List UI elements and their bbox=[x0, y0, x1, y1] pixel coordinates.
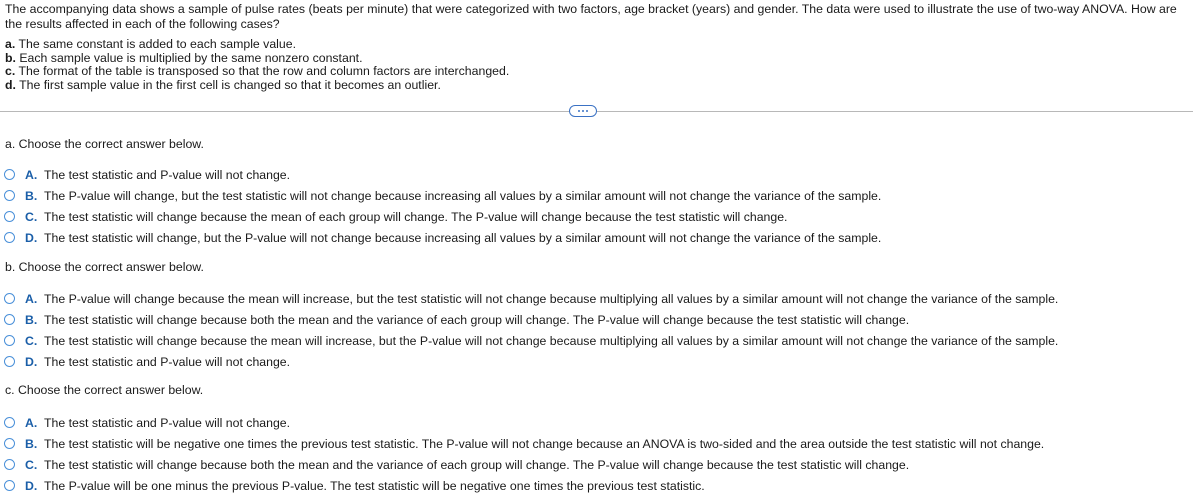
option-text: The test statistic and P-value will not change. bbox=[44, 354, 291, 369]
radio-button[interactable] bbox=[4, 293, 15, 304]
option-letter: D. bbox=[25, 478, 38, 493]
case-letter: a. bbox=[5, 37, 16, 51]
part-b-option-d[interactable] bbox=[4, 353, 290, 370]
case-list bbox=[5, 38, 509, 92]
part-c-option-d[interactable] bbox=[4, 477, 705, 494]
part-a-option-c[interactable] bbox=[4, 208, 787, 225]
radio-button[interactable] bbox=[4, 190, 15, 201]
ellipsis-icon bbox=[586, 110, 588, 112]
case-letter: d. bbox=[5, 77, 16, 92]
case-letter: b. bbox=[5, 50, 16, 65]
option-letter: A. bbox=[25, 167, 38, 182]
case-text: Each sample value is multiplied by the same nonzero constant. bbox=[19, 50, 363, 65]
part-a-option-a[interactable] bbox=[4, 166, 290, 183]
case-text: The format of the table is transposed so that the row and column factors are interchanged. bbox=[18, 64, 510, 78]
option-text: The P-value will change because the mean will increase, but the test statistic will not change because multiplying all values by a similar amount will not change the variance of the sample. bbox=[44, 291, 1059, 306]
radio-button[interactable] bbox=[4, 232, 15, 243]
option-text: The P-value will change, but the test statistic will not change because increasing all values by a similar amount will not change the variance of the sample. bbox=[44, 188, 882, 203]
option-letter: B. bbox=[25, 436, 38, 451]
part-c-option-b[interactable] bbox=[4, 435, 1044, 452]
option-letter: C. bbox=[25, 333, 38, 348]
case-item bbox=[5, 38, 509, 52]
radio-button[interactable] bbox=[4, 169, 15, 180]
case-text: The first sample value in the first cell is changed so that it becomes an outlier. bbox=[19, 77, 441, 92]
question-intro: The accompanying data shows a sample of pulse rates (beats per minute) that were categorized with two factors, age bracket (years) and gender. The data were used to illustrate the use of two-way ANOVA. How are the results affected in each of the following cases? bbox=[5, 2, 1177, 31]
part-b-prompt: b. Choose the correct answer below. bbox=[5, 260, 204, 274]
ellipsis-icon bbox=[582, 110, 584, 112]
expand-more-button[interactable] bbox=[569, 105, 597, 117]
option-text: The test statistic and P-value will not change. bbox=[44, 167, 291, 182]
part-c-prompt: c. Choose the correct answer below. bbox=[5, 383, 204, 397]
option-letter: D. bbox=[25, 354, 38, 369]
option-letter: D. bbox=[25, 230, 38, 245]
radio-button[interactable] bbox=[4, 211, 15, 222]
part-c-option-c[interactable] bbox=[4, 456, 909, 473]
option-text: The test statistic will change because both the mean and the variance of each group will change. The P-value will change because the test statistic will change. bbox=[44, 457, 910, 472]
option-text: The test statistic and P-value will not change. bbox=[44, 415, 291, 430]
option-text: The test statistic will change because both the mean and the variance of each group will change. The P-value will change because the test statistic will change. bbox=[44, 312, 910, 327]
radio-button[interactable] bbox=[4, 480, 15, 491]
option-letter: B. bbox=[25, 312, 38, 327]
option-letter: B. bbox=[25, 188, 38, 203]
option-letter: C. bbox=[25, 457, 38, 472]
option-text: The test statistic will be negative one times the previous test statistic. The P-value will not change because an ANOVA is two-sided and the area outside the test statistic will not change. bbox=[44, 436, 1045, 451]
part-b-option-c[interactable] bbox=[4, 332, 1058, 349]
part-a-option-b[interactable] bbox=[4, 187, 881, 204]
case-item bbox=[5, 79, 509, 93]
option-letter: C. bbox=[25, 209, 38, 224]
radio-button[interactable] bbox=[4, 438, 15, 449]
option-text: The test statistic will change because the mean of each group will change. The P-value will change because the test statistic will change. bbox=[44, 209, 788, 224]
ellipsis-icon bbox=[578, 110, 580, 112]
case-letter: c. bbox=[5, 64, 16, 78]
option-letter: A. bbox=[25, 415, 38, 430]
radio-button[interactable] bbox=[4, 417, 15, 428]
radio-button[interactable] bbox=[4, 459, 15, 470]
radio-button[interactable] bbox=[4, 335, 15, 346]
part-a-prompt: a. Choose the correct answer below. bbox=[5, 137, 204, 151]
radio-button[interactable] bbox=[4, 314, 15, 325]
case-text: The same constant is added to each sample value. bbox=[18, 37, 296, 51]
case-item bbox=[5, 65, 509, 79]
option-letter: A. bbox=[25, 291, 38, 306]
option-text: The P-value will be one minus the previous P-value. The test statistic will be negative one times the previous test statistic. bbox=[44, 478, 705, 493]
part-b-option-b[interactable] bbox=[4, 311, 909, 328]
radio-button[interactable] bbox=[4, 356, 15, 367]
option-text: The test statistic will change because the mean will increase, but the P-value will not change because multiplying all values by a similar amount will not change the variance of the sample. bbox=[44, 333, 1059, 348]
part-c-option-a[interactable] bbox=[4, 414, 290, 431]
part-a-option-d[interactable] bbox=[4, 229, 881, 246]
part-b-option-a[interactable] bbox=[4, 290, 1058, 307]
case-item bbox=[5, 52, 509, 66]
option-text: The test statistic will change, but the P-value will not change because increasing all values by a similar amount will not change the variance of the sample. bbox=[44, 230, 882, 245]
